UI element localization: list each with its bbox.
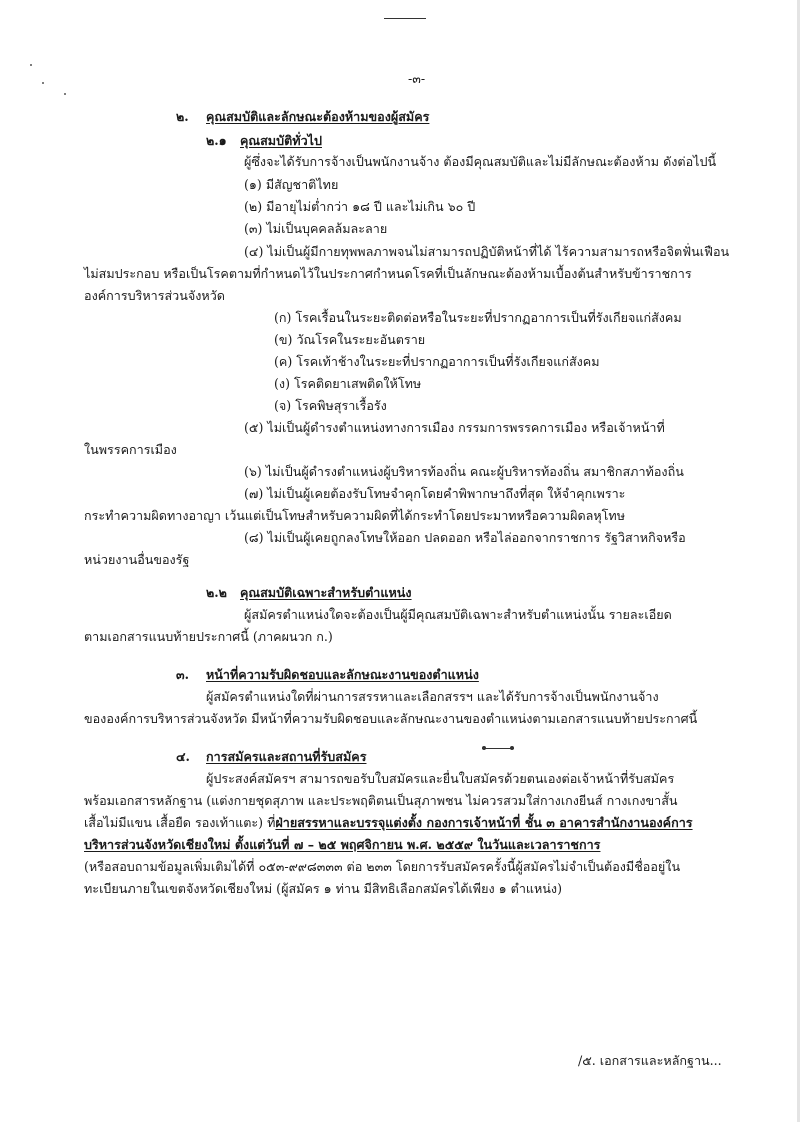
disease-item: (ง) โรคติดยาเสพติดให้โทษ: [274, 376, 422, 391]
section-4-number: ๔.: [176, 749, 190, 764]
qualification-6: (๖) ไม่เป็นผู้ดำรงตำแหน่งผู้บริหารท้องถิ่น คณะผู้บริหารท้องถิ่น สมาชิกสภาท้องถิ่น: [244, 464, 684, 479]
section-2-number: ๒.: [176, 109, 189, 124]
section-4-line-3-plain: เสื้อไม่มีแขน เสื้อยืด รองเท้าแตะ) ที่: [84, 815, 276, 830]
section-2-1-title: คุณสมบัติทั่วไป: [240, 133, 322, 148]
qualification-4-line-2: ไม่สมประกอบ หรือเป็นโรคตามที่กำหนดไว้ในประกาศกำหนดโรคที่เป็นลักษณะต้องห้ามเบื้องต้นสำหรับข้าราชการ: [84, 266, 692, 281]
application-dates: บริหารส่วนจังหวัดเชียงใหม่ ตั้งแต่วันที่ ๗ – ๒๕ พฤศจิกายน พ.ศ. ๒๕๕๙ ในวันและเวลาราชการ: [84, 837, 601, 852]
disease-item: (ก) โรคเรื้อนในระยะติดต่อหรือในระยะที่ปรากฏอาการเป็นที่รังเกียจแก่สังคม: [274, 310, 682, 325]
section-4-title: การสมัครและสถานที่รับสมัคร: [206, 749, 367, 764]
application-location: ฝ่ายสรรหาและบรรจุแต่งตั้ง กองการเจ้าหน้าที่ ชั้น ๓ อาคารสำนักงานองค์การ: [275, 815, 693, 830]
disease-item: (จ) โรคพิษสุราเรื้อรัง: [274, 398, 387, 413]
section-2-2-title: คุณสมบัติเฉพาะสำหรับตำแหน่ง: [240, 585, 412, 600]
section-4-line-1: ผู้ประสงค์สมัครฯ สามารถขอรับใบสมัครและยื่นใบสมัครด้วยตนเองต่อเจ้าหน้าที่รับสมัคร: [206, 771, 675, 786]
section-2-1-number: ๒.๑: [206, 133, 227, 148]
qualification-5-line-2: ในพรรคการเมือง: [84, 442, 177, 457]
section-4-line-5: (หรือสอบถามข้อมูลเพิ่มเติมได้ที่ ๐๕๓-๙๙๘๓๓๓ ต่อ ๒๓๓ โดยการรับสมัครครั้งนี้ผู้สมัครไม่จำเป็นต้องมีชื่ออยู่ใน: [84, 859, 681, 874]
section-4-line-3: [84, 814, 693, 832]
qualification-5-line-1: (๕) ไม่เป็นผู้ดำรงตำแหน่งทางการเมือง กรรมการพรรคการเมือง หรือเจ้าหน้าที่: [244, 420, 665, 435]
section-4-line-6: ทะเบียนภายในเขตจังหวัดเชียงใหม่ (ผู้สมัคร ๑ ท่าน มีสิทธิเลือกสมัครได้เพียง ๑ ตำแหน่ง): [84, 881, 562, 896]
section-2-1-intro: ผู้ซึ่งจะได้รับการจ้างเป็นพนักงานจ้าง ต้องมีคุณสมบัติและไม่มีลักษณะต้องห้าม ดังต่อไปนี้: [244, 154, 717, 169]
qualification-2: (๒) มีอายุไม่ต่ำกว่า ๑๘ ปี และไม่เกิน ๖๐ ปี: [244, 199, 476, 214]
section-4-line-2: พร้อมเอกสารหลักฐาน (แต่งกายชุดสุภาพ และประพฤติตนเป็นสุภาพชน ไม่ควรสวมใส่กางเกงยีนส์ กางเกงขาสั้น: [84, 793, 678, 808]
pen-mark: [482, 748, 514, 749]
top-rule: [384, 18, 426, 19]
page-number: -๓-: [408, 71, 426, 86]
section-2-title: คุณสมบัติและลักษณะต้องห้ามของผู้สมัคร: [206, 109, 430, 124]
qualification-8-line-1: (๘) ไม่เป็นผู้เคยถูกลงโทษให้ออก ปลดออก หรือไล่ออกจากราชการ รัฐวิสาหกิจหรือ: [244, 530, 686, 545]
qualification-7-line-2: กระทำความผิดทางอาญา เว้นแต่เป็นโทษสำหรับความผิดที่ได้กระทำโดยประมาทหรือความผิดลหุโทษ: [84, 508, 626, 523]
disease-item: (ค) โรคเท้าช้างในระยะที่ปรากฏอาการเป็นที่รังเกียจแก่สังคม: [274, 354, 600, 369]
qualification-4-line-3: องค์การบริหารส่วนจังหวัด: [84, 288, 225, 303]
scan-speck: [64, 93, 66, 95]
section-2-2-number: ๒.๒: [206, 585, 227, 600]
section-3-line-2: ขององค์การบริหารส่วนจังหวัด มีหน้าที่ความรับผิดชอบและลักษณะงานของตำแหน่งตามเอกสารแนบท้ายประกาศนี้: [84, 711, 698, 726]
qualification-1: (๑) มีสัญชาติไทย: [244, 177, 339, 192]
qualification-8-line-2: หน่วยงานอื่นของรัฐ: [84, 552, 190, 567]
section-3-line-1: ผู้สมัครตำแหน่งใดที่ผ่านการสรรหาและเลือกสรรฯ และได้รับการจ้างเป็นพนักงานจ้าง: [206, 689, 659, 704]
scan-speck: [42, 82, 44, 84]
section-3-number: ๓.: [176, 667, 189, 682]
section-2-2-line-1: ผู้สมัครตำแหน่งใดจะต้องเป็นผู้มีคุณสมบัติเฉพาะสำหรับตำแหน่งนั้น รายละเอียด: [244, 607, 672, 622]
section-3-title: หน้าที่ความรับผิดชอบและลักษณะงานของตำแหน่ง: [206, 667, 479, 682]
qualification-7-line-1: (๗) ไม่เป็นผู้เคยต้องรับโทษจำคุกโดยคำพิพากษาถึงที่สุด ให้จำคุกเพราะ: [244, 486, 626, 501]
section-2-2-line-2: ตามเอกสารแนบท้ายประกาศนี้ (ภาคผนวก ก.): [84, 629, 333, 644]
scan-speck: [30, 64, 32, 66]
qualification-4-line-1: (๔) ไม่เป็นผู้มีกายทุพพลภาพจนไม่สามารถปฏิบัติหน้าที่ได้ ไร้ความสามารถหรือจิตฟั่นเฟือน: [244, 244, 730, 259]
qualification-3: (๓) ไม่เป็นบุคคลล้มละลาย: [244, 221, 388, 236]
disease-item: (ข) วัณโรคในระยะอันตราย: [274, 332, 426, 347]
continuation-note: /๕. เอกสารและหลักฐาน...: [578, 1053, 722, 1068]
